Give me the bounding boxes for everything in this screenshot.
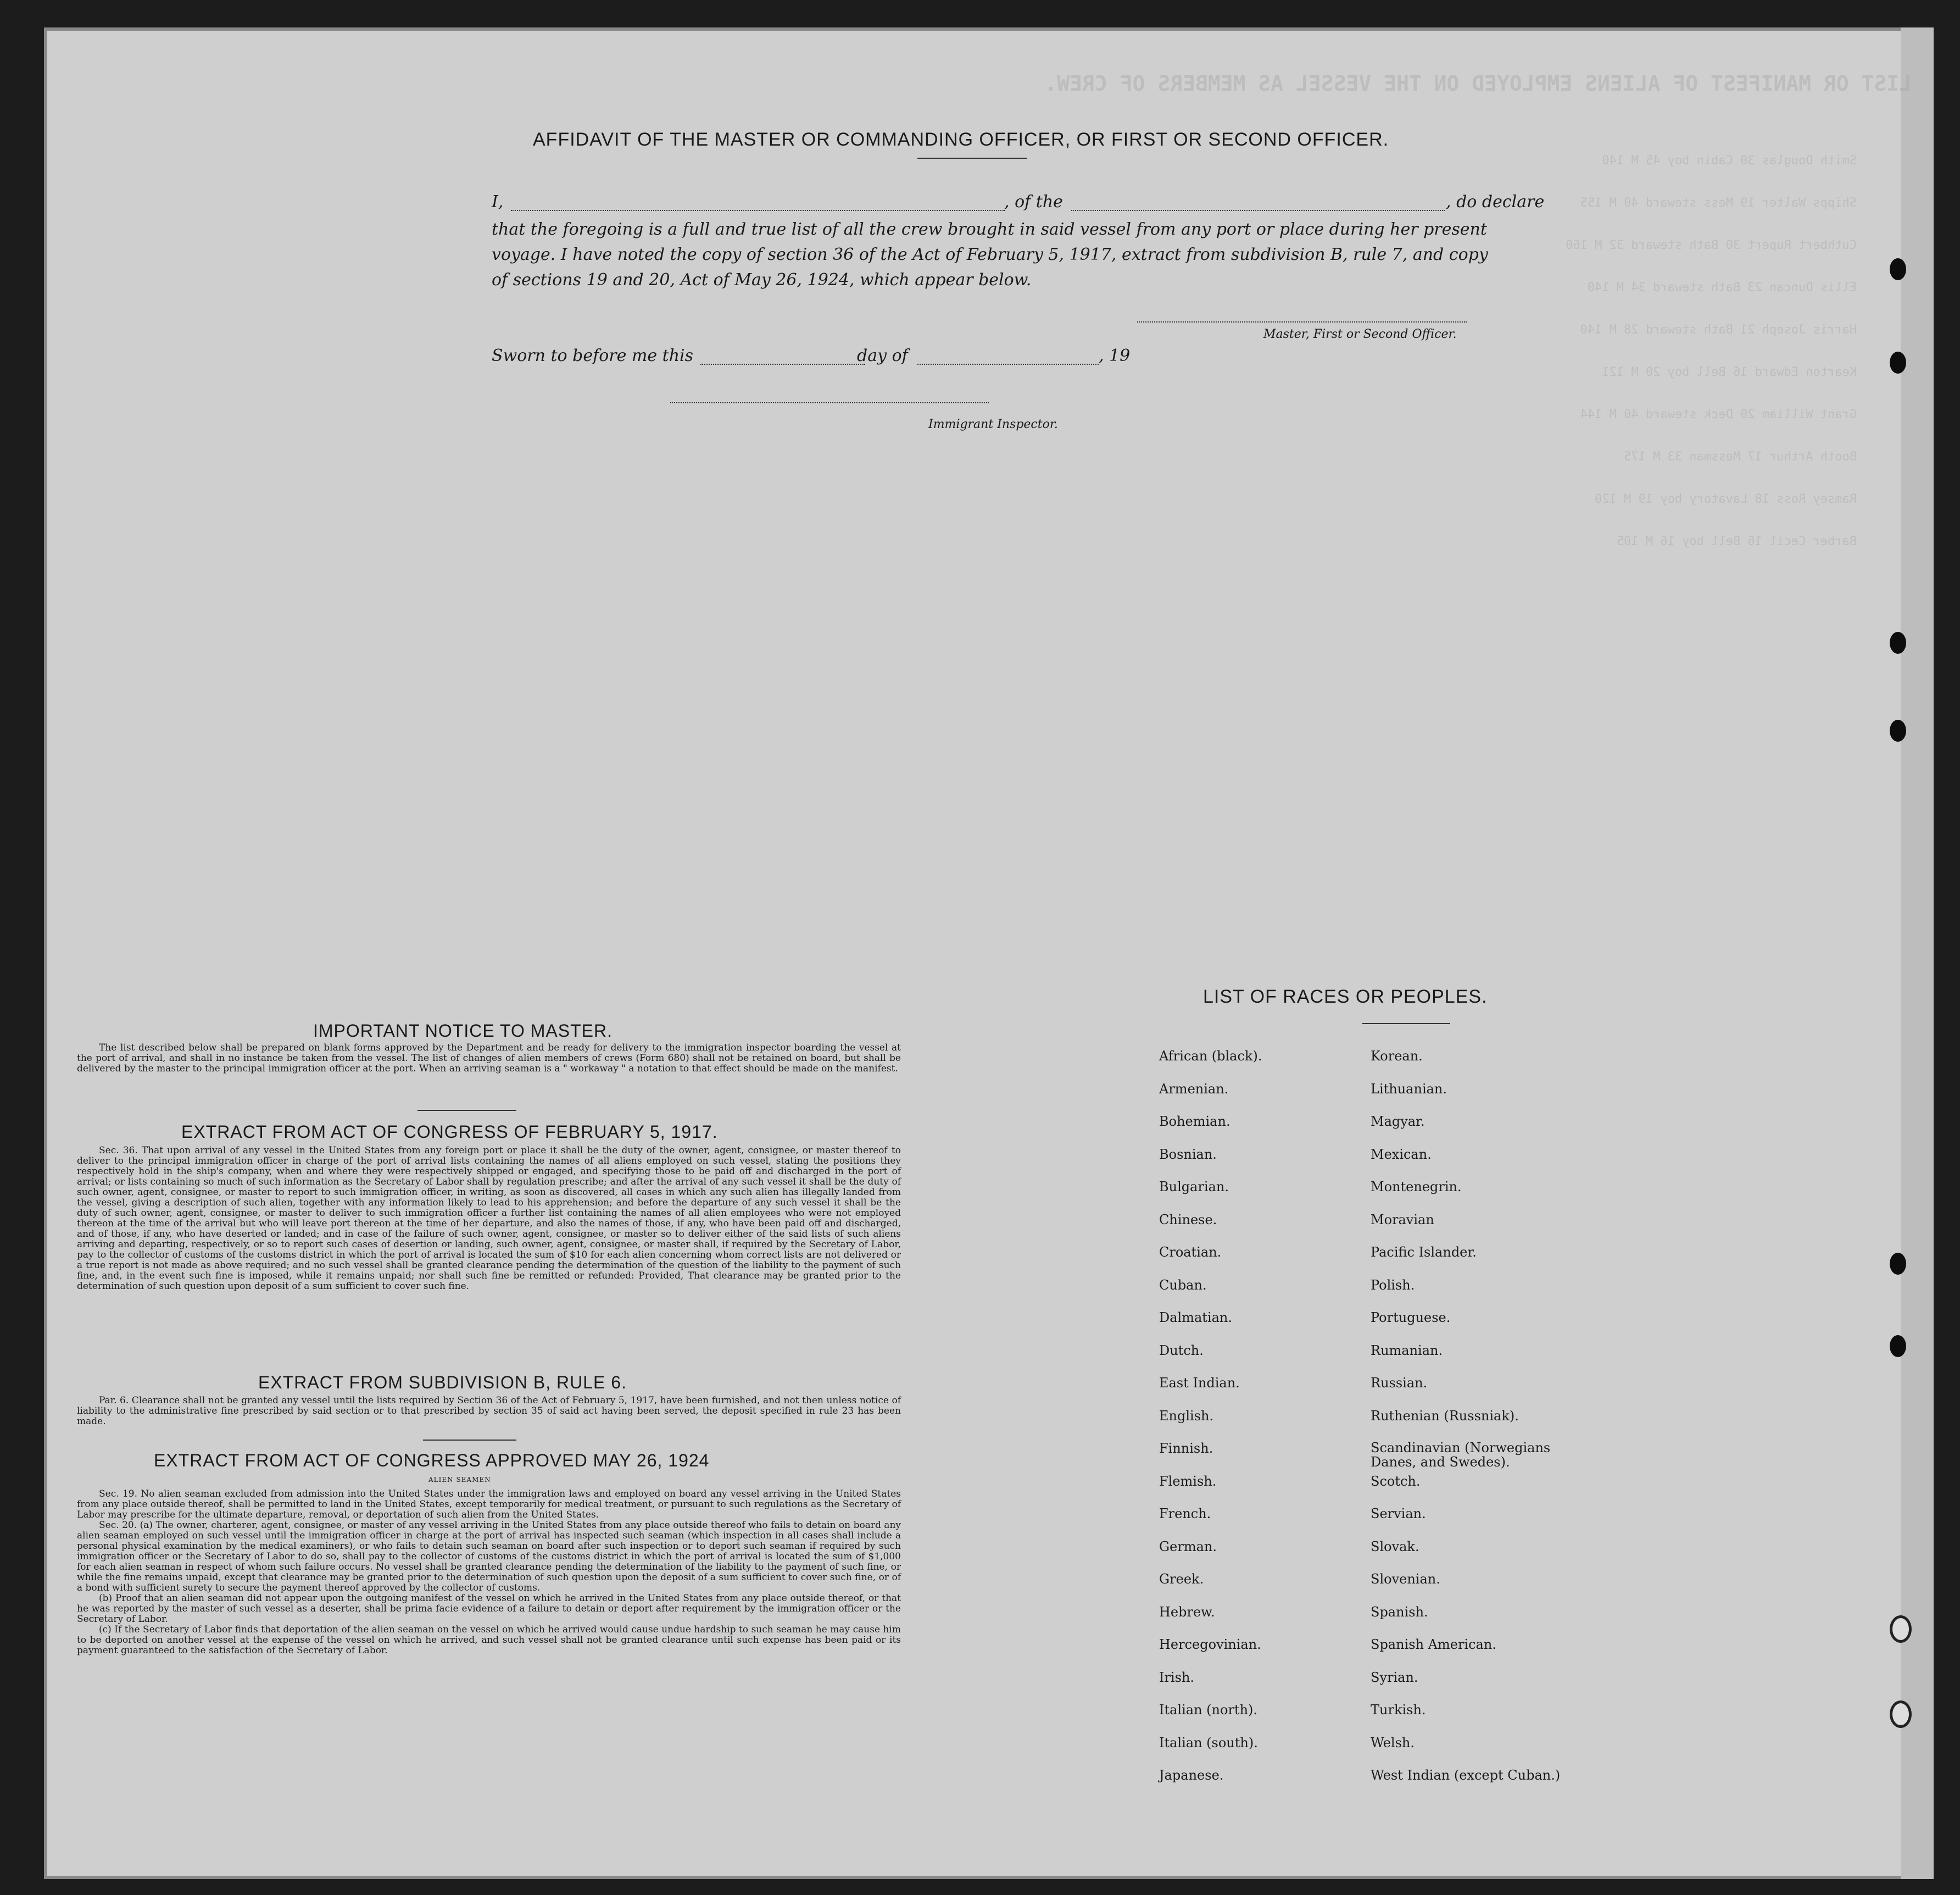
race-item: Japanese.: [1159, 1768, 1224, 1783]
race-item: German.: [1159, 1538, 1217, 1554]
race-item: Ruthenian (Russniak).: [1371, 1408, 1519, 1424]
sworn-label: Sworn to before me this: [492, 346, 694, 365]
divider: [1362, 1023, 1450, 1024]
divider: [417, 1110, 516, 1111]
race-item: Finnish.: [1159, 1441, 1213, 1456]
bleed-header: LIST OR MANIFEST OF ALIENS EMPLOYED ON THE VESSEL AS MEMBERS OF CREW.: [1044, 71, 1912, 96]
race-item: Italian (north).: [1159, 1702, 1258, 1718]
sec19-text: Sec. 19. No alien seaman excluded from admission into the United States under the immigration laws and employed on board any vessel arriving in the United States from any place outside thereof, shall be permitted to land in the United States, except temporarily for medical treatment, or pursuant to such regulations as the Secretary of Labor may prescribe for the ultimate departure, removal, or deportation of such alien from the United States.: [77, 1488, 901, 1520]
extract-1917-body: [77, 1146, 901, 1292]
race-item: Irish.: [1159, 1669, 1195, 1685]
race-item: Slovenian.: [1371, 1571, 1440, 1587]
master-signature-label: Master, First or Second Officer.: [1263, 327, 1457, 341]
notice-title: IMPORTANT NOTICE TO MASTER.: [313, 1021, 612, 1041]
race-item: Moravian: [1371, 1212, 1434, 1227]
race-item: Turkish.: [1371, 1702, 1426, 1718]
manifest-page: [44, 27, 1934, 1879]
race-item: Armenian.: [1159, 1081, 1229, 1097]
binder-hole: [1890, 258, 1906, 280]
sworn-month-field[interactable]: [917, 364, 1099, 365]
extract-1917-title: EXTRACT FROM ACT OF CONGRESS OF FEBRUARY 5, 1917.: [181, 1122, 718, 1142]
binder-hole: [1890, 1335, 1906, 1357]
race-item: Bulgarian.: [1159, 1179, 1229, 1194]
alien-seamen-subtitle: ALIEN SEAMEN: [428, 1476, 491, 1483]
bleed-row: Booth Arthur 17 Messman 33 M 175: [1624, 450, 1857, 464]
day-of-label: day of: [857, 346, 908, 365]
sec20b-text: (b) Proof that an alien seaman did not appear upon the outgoing manifest of the vessel on which he arrived in the United States from any place outside thereof, or that he was reported by the master of such vessel as a deserter, shall be prima facie evidence of a failure to detain or deport after requirement by the immigration officer or the Secretary of Labor.: [77, 1593, 901, 1625]
race-item: Hebrew.: [1159, 1604, 1215, 1620]
divider: [423, 1440, 516, 1441]
race-item: Montenegrin.: [1371, 1179, 1462, 1194]
race-item: Spanish.: [1371, 1604, 1428, 1620]
bleed-row: Ellis Duncan 23 Bath steward 34 M 140: [1587, 281, 1857, 294]
race-item: West Indian (except Cuban.): [1371, 1768, 1561, 1783]
extract-1924-title: EXTRACT FROM ACT OF CONGRESS APPROVED MAY 26, 1924: [154, 1451, 710, 1470]
affidavit-declare: , do declare: [1446, 192, 1545, 212]
race-item: Welsh.: [1371, 1735, 1415, 1750]
race-item: Scandinavian (Norwegians Danes, and Swedes).: [1371, 1440, 1551, 1470]
extract-1924-body: [77, 1489, 901, 1656]
sworn-day-field[interactable]: [700, 364, 865, 365]
bleed-row: Smith Douglas 30 Cabin boy 45 M 140: [1602, 154, 1857, 168]
race-item: Magyar.: [1371, 1114, 1425, 1129]
race-item: Spanish American.: [1371, 1637, 1496, 1652]
race-item: Portuguese.: [1371, 1310, 1451, 1325]
race-item: Lithuanian.: [1371, 1081, 1447, 1097]
race-item: Croatian.: [1159, 1244, 1222, 1260]
race-item: Pacific Islander.: [1371, 1244, 1477, 1260]
race-item: French.: [1159, 1506, 1211, 1521]
race-item: English.: [1159, 1408, 1214, 1424]
race-item: Flemish.: [1159, 1473, 1217, 1489]
binder-hole: [1890, 1701, 1912, 1728]
race-item: Korean.: [1371, 1048, 1423, 1064]
race-item: Chinese.: [1159, 1212, 1217, 1227]
race-item: East Indian.: [1159, 1375, 1240, 1391]
race-item: African (black).: [1159, 1048, 1262, 1064]
vessel-field[interactable]: [1071, 210, 1445, 211]
binder-hole: [1890, 1253, 1906, 1275]
affidavit-i: I,: [492, 192, 504, 212]
race-item: Scotch.: [1371, 1473, 1421, 1489]
inspector-signature-field[interactable]: [670, 402, 989, 403]
year-label: , 19: [1099, 346, 1131, 365]
affidavit-line3: voyage. I have noted the copy of section 36 of the Act of February 5, 1917, extract from subdivision B, rule 7, and copy: [492, 245, 1488, 264]
sec20a-text: Sec. 20. (a) The owner, charterer, agent, consignee, or master of any vessel arriving in the United States from any place outside thereof who fails to detain on board any alien seaman employed on such vessel until the immigration officer in charge at the port of arrival has inspected such seaman (which inspection in all cases shall include a personal physical examination by the medical examiners), or who fails to detain such seaman on board after such inspection or to deport such seaman if required by such immigration officer or the Secretary of Labor to do so, shall pay to the collector of customs of the customs district in which the port of arrival is located the sum of $1,000 for each alien seaman in respect of whom such failure occurs. No vessel shall be granted clearance pending the determination of the liability to the payment of such fine, or while the fine remains unpaid, except that clearance may be granted prior to the determination of such question upon the deposit of a sum sufficient to cover such fine, or of a bond with sufficient surety to secure the payment thereof approved by the collector of customs.: [77, 1520, 901, 1593]
race-item: Mexican.: [1371, 1146, 1432, 1162]
race-item: Bohemian.: [1159, 1114, 1230, 1129]
binder-hole: [1890, 632, 1906, 654]
affidavit-line2: that the foregoing is a full and true list of all the crew brought in said vessel from any port or place during her present: [492, 220, 1487, 239]
bleed-row: Ramsey Ross 18 Lavatory boy 19 M 120: [1595, 492, 1857, 506]
race-item: Syrian.: [1371, 1669, 1418, 1685]
inspector-label: Immigrant Inspector.: [928, 418, 1058, 431]
race-item: Rumanian.: [1371, 1342, 1443, 1358]
bleed-row: Kearton Edward 16 Bell boy 20 M 121: [1602, 365, 1857, 379]
race-item: Russian.: [1371, 1375, 1428, 1391]
binder-hole: [1890, 352, 1906, 374]
bleed-row: Cuthbert Rupert 30 Bath steward 32 M 160: [1566, 238, 1857, 252]
bleed-row: Shipps Walter 19 Mess steward 40 M 155: [1580, 196, 1857, 210]
race-item: Dutch.: [1159, 1342, 1204, 1358]
race-item: Dalmatian.: [1159, 1310, 1233, 1325]
race-item: Greek.: [1159, 1571, 1204, 1587]
bleed-row: Grant William 20 Deck steward 40 M 144: [1580, 408, 1857, 421]
rule6-body: [77, 1396, 901, 1427]
sec36-text: Sec. 36. That upon arrival of any vessel in the United States from any foreign port or place it shall be the duty of the owner, agent, consignee, or master thereof to deliver to the principal immigration officer in charge of the port of arrival lists containing the names of all aliens employed on such vessel, stating the positions they respectively hold in the ship's company, when and where they were respectively shipped or engaged, and specifying those to be paid off and discharged in the port of arrival; or lists containing so much of such information as the Secretary of Labor shall by regulation prescribe; and after the arrival of any such vessel it shall be the duty of such owner, agent, consignee, or master to report to such immigration officer, in writing, as soon as discovered, all cases in which any such alien has illegally landed from the vessel, giving a description of such alien, together with any information likely to lead to his apprehension; and before the departure of any such vessel it shall be the duty of such owner, agent, consignee, or master to deliver to such immigration officer a further list containing the names of all alien employees who were not employed thereon at the time of the arrival but who will leave port thereon at the time of her departure, and also the names of those, if any, who have been paid off and discharged, and of those, if any, who have deserted or landed; and in case of the failure of such owner, agent, consignee, or master so to deliver either of the said lists of such aliens arriving and departing, respectively, or so to report such cases of desertion or landing, such owner, agent, consignee, or master shall, if required by the Secretary of Labor, pay to the collector of customs of the customs district in which the port of arrival is located the sum of $10 for each alien concerning whom correct lists are not delivered or a true report is not made as above required; and no such vessel shall be granted clearance pending the determination of the question of the liability to the payment of such fine, and, in the event such fine is imposed, while it remains unpaid; nor shall such fine be remitted or refunded: Provided, That clearance may be granted prior to the determination of such question upon deposit of a sum sufficient to cover such fine.: [77, 1145, 901, 1292]
race-item: Hercegovinian.: [1159, 1637, 1261, 1652]
race-item: Cuban.: [1159, 1277, 1207, 1293]
bleed-row: Harris Joseph 21 Bath steward 28 M 140: [1580, 323, 1857, 337]
affidavit-line4: of sections 19 and 20, Act of May 26, 1924, which appear below.: [492, 270, 1032, 290]
sec20c-text: (c) If the Secretary of Labor finds that deportation of the alien seaman on the vessel on which he arrived would cause undue hardship to such seaman he may cause him to be deported on another vessel at the expense of the vessel on which he arrived, and such vessel shall not be granted clearance until such expense has been paid or its payment guaranteed to the satisfaction of the Secretary of Labor.: [77, 1624, 901, 1656]
affidavit-of-the: , of the: [1004, 192, 1063, 212]
race-item: Servian.: [1371, 1506, 1426, 1521]
notice-body: [77, 1043, 901, 1074]
affidavit-title: AFFIDAVIT OF THE MASTER OR COMMANDING OFFICER, OR FIRST OR SECOND OFFICER.: [533, 129, 1389, 150]
rule6-text: Par. 6. Clearance shall not be granted any vessel until the lists required by Section 36 of the Act of February 5, 1917, have been furnished, and not then unless notice of liability to the administrative fine prescribed by said section or to that prescribed by section 35 of said act having been served, the deposit specified in rule 23 has been made.: [77, 1395, 901, 1427]
races-title: LIST OF RACES OR PEOPLES.: [1203, 986, 1488, 1007]
master-signature-field[interactable]: [1137, 321, 1467, 323]
notice-text: The list described below shall be prepared on blank forms approved by the Department and be ready for delivery to the immigration inspector boarding the vessel at the port of arrival, and shall in no instance be taken from the vessel. The list of changes of alien members of crews (Form 680) shall not be retained on board, but shall be delivered by the master to the principal immigration officer at the port. When an arriving seaman is a " workaway " a notation to that effect should be made on the manifest.: [77, 1042, 901, 1074]
binder-hole: [1890, 720, 1906, 742]
rule6-title: EXTRACT FROM SUBDIVISION B, RULE 6.: [258, 1372, 627, 1392]
name-field[interactable]: [511, 210, 1005, 211]
race-item: Polish.: [1371, 1277, 1415, 1293]
race-item: Italian (south).: [1159, 1735, 1258, 1750]
bleed-through-text: [428, 60, 1912, 994]
bleed-row: Barber Cecil 16 Bell boy 16 M 105: [1616, 535, 1857, 548]
race-item: Bosnian.: [1159, 1146, 1217, 1162]
divider: [917, 158, 1027, 159]
binder-hole: [1890, 1615, 1912, 1643]
race-item: Slovak.: [1371, 1538, 1419, 1554]
